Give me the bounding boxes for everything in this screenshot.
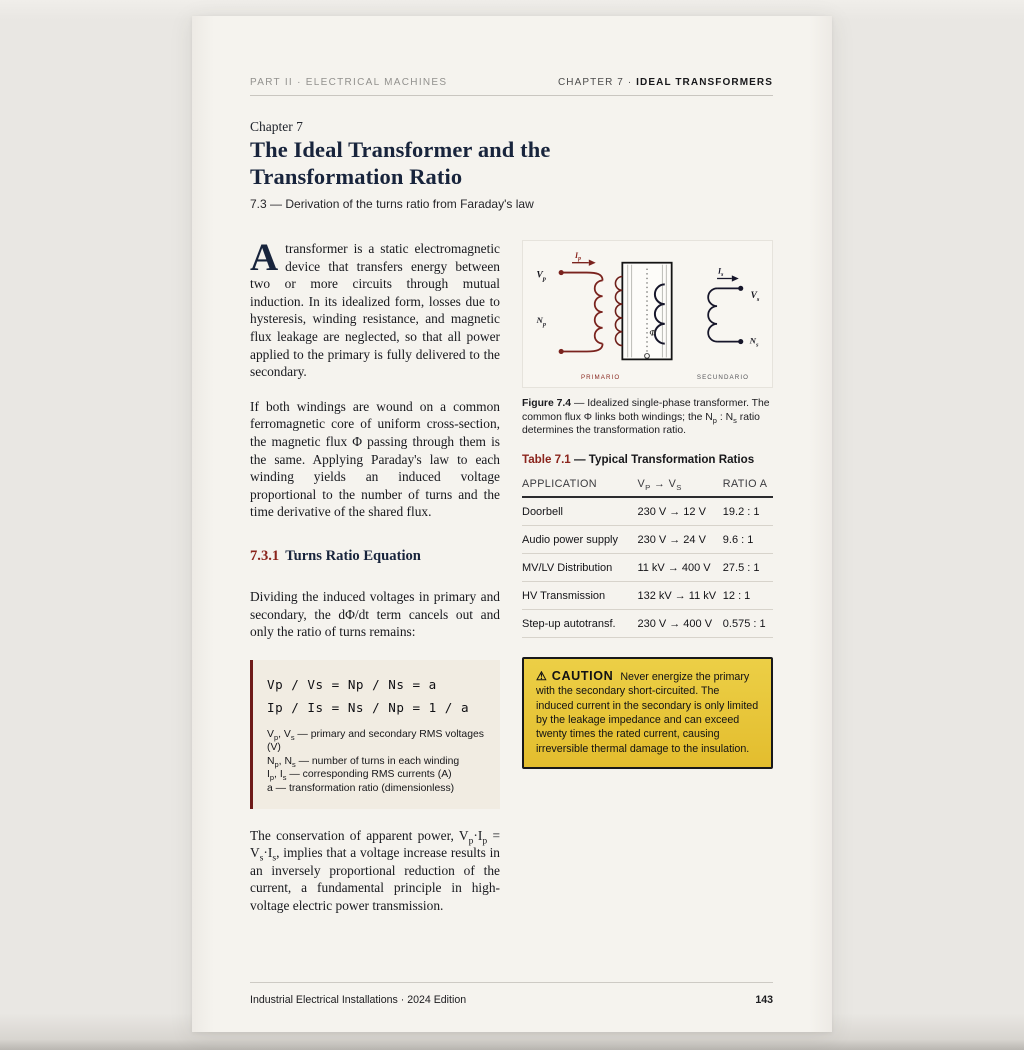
label-vs: $V_s$ bbox=[750, 291, 760, 304]
cell-voltages: 230 V → 24 V bbox=[637, 525, 722, 553]
cell-ratio: 19.2 : 1 bbox=[723, 497, 773, 526]
cell-ratio: 27.5 : 1 bbox=[723, 553, 773, 581]
primary-winding bbox=[559, 260, 603, 355]
label-ns: $N_s$ bbox=[749, 335, 759, 349]
ratio-table bbox=[522, 471, 773, 638]
cell-application: Audio power supply bbox=[522, 525, 637, 553]
page-title bbox=[250, 137, 773, 190]
caution-label: CAUTION bbox=[551, 668, 614, 683]
core-left-winding bbox=[615, 277, 622, 346]
chapter-label: Chapter 7 bbox=[250, 119, 303, 134]
cell-ratio: 9.6 : 1 bbox=[723, 525, 773, 553]
label-secundario: SECUNDARIO bbox=[696, 374, 750, 382]
table-row bbox=[522, 609, 773, 637]
legend-line-turns: $N_p$, $N_s$ — number of turns in each winding bbox=[267, 755, 460, 769]
paragraph-2: If both windings are wound on a common ferromagnetic core of uniform cross-section, the magnetic flux Φ passing through them is the same. Applying Paraday's law to each winding yields an induced voltage proportional to the number of turns and the time derivative of the shared flux. bbox=[250, 398, 500, 520]
drop-cap: A bbox=[250, 236, 279, 279]
cell-ratio: 0.575 : 1 bbox=[723, 609, 773, 637]
running-head-chapter-title: IDEAL TRANSFORMERS bbox=[636, 77, 773, 88]
transformer-diagram bbox=[523, 241, 772, 387]
table-title-text: — Typical Transformation Ratios bbox=[570, 452, 755, 466]
label-np: $N_p$ bbox=[536, 314, 547, 328]
running-head-chapter bbox=[558, 77, 773, 88]
paragraph-1 bbox=[250, 236, 500, 381]
section-heading bbox=[250, 548, 500, 565]
table-row bbox=[522, 553, 773, 581]
paragraph-4: The conservation of apparent power, $V_p\cdot I_p = V_s\cdot I_s$, implies that a voltage increase results in an inversely proportional reduction of the current, a fundamental principle in high-voltage electric power transmission. bbox=[250, 827, 500, 914]
running-head-chapter-prefix: CHAPTER 7 · bbox=[557, 77, 637, 88]
legend-line-ratio: a — transformation ratio (dimensionless) bbox=[267, 783, 455, 795]
left-column bbox=[250, 236, 500, 915]
legend-line-voltages: $V_p$, $V_s$ — primary and secondary RMS voltages (V) bbox=[267, 728, 484, 754]
equation-line-voltage: Vp / Vs = Np / Ns = a bbox=[267, 676, 437, 692]
book-title: Industrial Electrical Installations · 2024 Edition bbox=[250, 994, 467, 1006]
label-ip: $I_p$ bbox=[574, 250, 581, 263]
table-row bbox=[522, 581, 773, 609]
page-footer bbox=[250, 982, 773, 1006]
cell-voltages: 132 kV → 11 kV bbox=[637, 581, 722, 609]
warning-triangle-icon: ⚠ bbox=[536, 668, 547, 683]
figure-caption: Figure 7.4 — Idealized single-phase transformer. The common flux Φ links both windings; the $N_p$ : $N_s$ ratio determines the transformation ratio. bbox=[522, 398, 770, 437]
label-is: $I_s$ bbox=[718, 266, 724, 279]
caution-box bbox=[522, 657, 773, 769]
table-number: Table 7.1 bbox=[522, 452, 571, 466]
cell-application: Doorbell bbox=[522, 497, 637, 526]
section-number: 7.3.1 bbox=[250, 547, 280, 564]
cell-application: MV/LV Distribution bbox=[522, 553, 637, 581]
current-arrow-secondary bbox=[732, 275, 739, 281]
equation-legend bbox=[267, 728, 490, 796]
cell-voltages: 230 V → 400 V bbox=[637, 609, 722, 637]
legend-line-currents: $I_p$, $I_s$ — corresponding RMS currents (A) bbox=[267, 769, 452, 783]
label-flux: Φ bbox=[649, 328, 656, 338]
right-column bbox=[522, 240, 773, 915]
paragraph-3: Dividing the induced voltages in primary and secondary, the dΦ/dt term cancels out and only the ratio of turns remains: bbox=[250, 588, 500, 640]
equation-line-current: Ip / Is = Ns / Np = 1 / a bbox=[267, 699, 470, 715]
cell-application: HV Transmission bbox=[522, 581, 637, 609]
label-primario: PRIMARIO bbox=[580, 374, 621, 382]
running-head bbox=[250, 77, 773, 88]
cell-voltages: 11 kV → 400 V bbox=[637, 553, 722, 581]
header-ratio: RATIO A bbox=[723, 471, 773, 497]
book-page bbox=[192, 16, 832, 1032]
caution-text: Never energize the primary with the secondary short-circuited. The induced current in the secondary is only limited by the leakage impedance and can exceed twenty times the rated current, causing irreversible thermal damage to the insulation. bbox=[536, 670, 759, 755]
section-heading-title: Turns Ratio Equation bbox=[285, 547, 421, 564]
label-vp: $V_p$ bbox=[536, 270, 546, 283]
cell-ratio: 12 : 1 bbox=[723, 581, 773, 609]
figure-panel bbox=[522, 240, 773, 388]
page-number: 143 bbox=[755, 994, 773, 1006]
current-arrow-primary bbox=[589, 260, 596, 266]
secondary-winding bbox=[708, 275, 743, 344]
head-rule bbox=[250, 95, 773, 96]
header-vp-vs: $V_P \to V_S$ bbox=[637, 471, 722, 497]
equation-block bbox=[250, 660, 500, 809]
header-application: APPLICATION bbox=[522, 471, 637, 497]
section-subtitle: 7.3 — Derivation of the turns ratio from Faraday's law bbox=[250, 197, 534, 211]
paragraph-1-text: transformer is a static electromagnetic device that transfers energy between two or more circuits through mutual induction. In its idealized form, losses due to hysteresis, winding resistance, and magnetic flux leakage are neglected, so that all power applied to the primary is fully delivered to the secondary. bbox=[250, 241, 500, 380]
cell-application: Step-up autotransf. bbox=[522, 609, 637, 637]
table-row bbox=[522, 525, 773, 553]
cell-voltages: 230 V → 12 V bbox=[637, 497, 722, 526]
table-header-row bbox=[522, 471, 773, 497]
table-title bbox=[522, 453, 773, 466]
page-title-line2: Transformation Ratio bbox=[250, 163, 463, 189]
table-row bbox=[522, 497, 773, 526]
transformer-core bbox=[615, 263, 671, 360]
running-head-part: PART II · ELECTRICAL MACHINES bbox=[250, 77, 448, 88]
two-column-layout bbox=[250, 236, 773, 915]
page-title-line1: The Ideal Transformer and the bbox=[250, 137, 551, 162]
